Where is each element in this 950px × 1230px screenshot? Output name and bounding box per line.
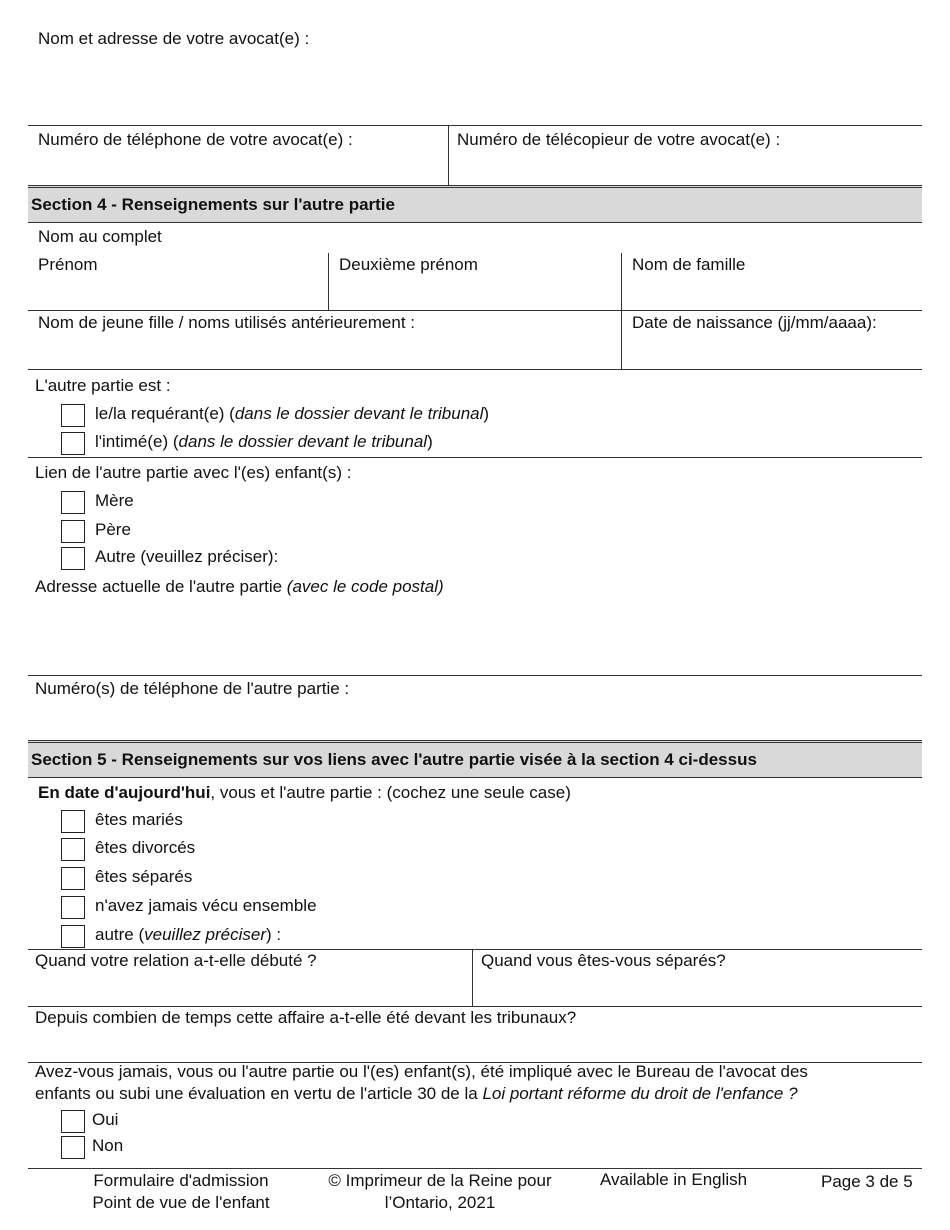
middle-name-label: Deuxième prénom: [339, 255, 478, 274]
never-lived-together-option-label: n'avez jamais vécu ensemble: [95, 896, 317, 915]
footer-form-line-1: Formulaire d'admission: [93, 1171, 269, 1190]
court-duration-label: Depuis combien de temps cette affaire a-t-elle été devant les tribunaux?: [35, 1008, 577, 1027]
divider: [28, 675, 922, 676]
relation-label: Lien de l'autre partie avec l'(es) enfant(s) :: [35, 463, 352, 482]
divider: [28, 1006, 922, 1007]
address-label: Adresse actuelle de l'autre partie (avec le code postal): [35, 577, 444, 596]
other-relation-option-label: Autre (veuillez préciser):: [95, 547, 279, 566]
separated-option-label: êtes séparés: [95, 867, 193, 886]
footer-copyright-line-2: l’Ontario, 2021: [384, 1193, 496, 1212]
footer-page-number: Page 3 de 5: [821, 1172, 913, 1191]
divider: [621, 253, 622, 369]
ocl-question-line-2: enfants ou subi une évaluation en vertu de l'article 30 de la Loi portant réforme du droit de l'enfance ?: [35, 1084, 798, 1103]
divider: [28, 949, 922, 950]
other-status-option-label: autre (veuillez préciser) :: [95, 925, 282, 944]
married-option-label: êtes mariés: [95, 810, 183, 829]
lawyer-phone-label: Numéro de téléphone de votre avocat(e) :: [38, 130, 353, 149]
lawyer-fax-label: Numéro de télécopieur de votre avocat(e) :: [457, 130, 781, 149]
married-checkbox[interactable]: [61, 810, 85, 833]
birth-date-label: Date de naissance (jj/mm/aaaa):: [632, 313, 877, 332]
full-name-label: Nom au complet: [38, 227, 162, 246]
divider: [28, 310, 922, 311]
applicant-checkbox[interactable]: [61, 404, 85, 427]
father-option-label: Père: [95, 520, 131, 539]
other-status-checkbox[interactable]: [61, 925, 85, 948]
section-4-header: [28, 185, 922, 223]
never-lived-together-checkbox[interactable]: [61, 896, 85, 919]
section-4-title: Section 4 - Renseignements sur l'autre partie: [31, 195, 395, 214]
divider: [28, 125, 922, 126]
father-checkbox[interactable]: [61, 520, 85, 543]
yes-checkbox[interactable]: [61, 1110, 85, 1133]
applicant-option-label: le/la requérant(e) (dans le dossier devant le tribunal): [95, 404, 490, 423]
last-name-label: Nom de famille: [632, 255, 746, 274]
footer-english-link: Available in English: [600, 1170, 748, 1189]
section-5-title: Section 5 - Renseignements sur vos liens avec l'autre partie visée à la section 4 ci-dessus: [31, 750, 757, 769]
divider: [472, 949, 473, 1006]
today-status-label: En date d'aujourd'hui, vous et l'autre partie : (cochez une seule case): [38, 783, 571, 802]
other-party-phone-label: Numéro(s) de téléphone de l'autre partie :: [35, 679, 350, 698]
divider: [28, 457, 922, 458]
divorced-option-label: êtes divorcés: [95, 838, 196, 857]
maiden-name-label: Nom de jeune fille / noms utilisés antérieurement :: [38, 313, 416, 332]
footer-form-line-2: Point de vue de l'enfant: [92, 1193, 270, 1212]
footer-copyright-line-1: © Imprimeur de la Reine pour: [328, 1171, 552, 1190]
separated-checkbox[interactable]: [61, 867, 85, 890]
other-party-role-label: L'autre partie est :: [35, 376, 171, 395]
no-checkbox[interactable]: [61, 1136, 85, 1159]
divider: [448, 125, 449, 187]
other-relation-checkbox[interactable]: [61, 547, 85, 570]
divider: [28, 369, 922, 370]
yes-option-label: Oui: [92, 1110, 119, 1129]
no-option-label: Non: [92, 1136, 124, 1155]
footer-copyright: [305, 1170, 575, 1214]
footer-form-title: [70, 1170, 292, 1214]
section-5-header: [28, 740, 922, 778]
divorced-checkbox[interactable]: [61, 838, 85, 861]
ocl-question-line-1: Avez-vous jamais, vous ou l'autre partie ou l'(es) enfant(s), été impliqué avec le Bureau de l'avocat des: [35, 1062, 808, 1081]
respondent-checkbox[interactable]: [61, 432, 85, 455]
footer-divider: [28, 1168, 922, 1169]
respondent-option-label: l'intimé(e) (dans le dossier devant le tribunal): [95, 432, 433, 451]
mother-checkbox[interactable]: [61, 491, 85, 514]
first-name-label: Prénom: [38, 255, 98, 274]
lawyer-name-address-label: Nom et adresse de votre avocat(e) :: [38, 29, 310, 48]
mother-option-label: Mère: [95, 491, 134, 510]
relation-start-label: Quand votre relation a-t-elle débuté ?: [35, 951, 317, 970]
separation-date-label: Quand vous êtes-vous séparés?: [481, 951, 726, 970]
divider: [328, 253, 329, 310]
